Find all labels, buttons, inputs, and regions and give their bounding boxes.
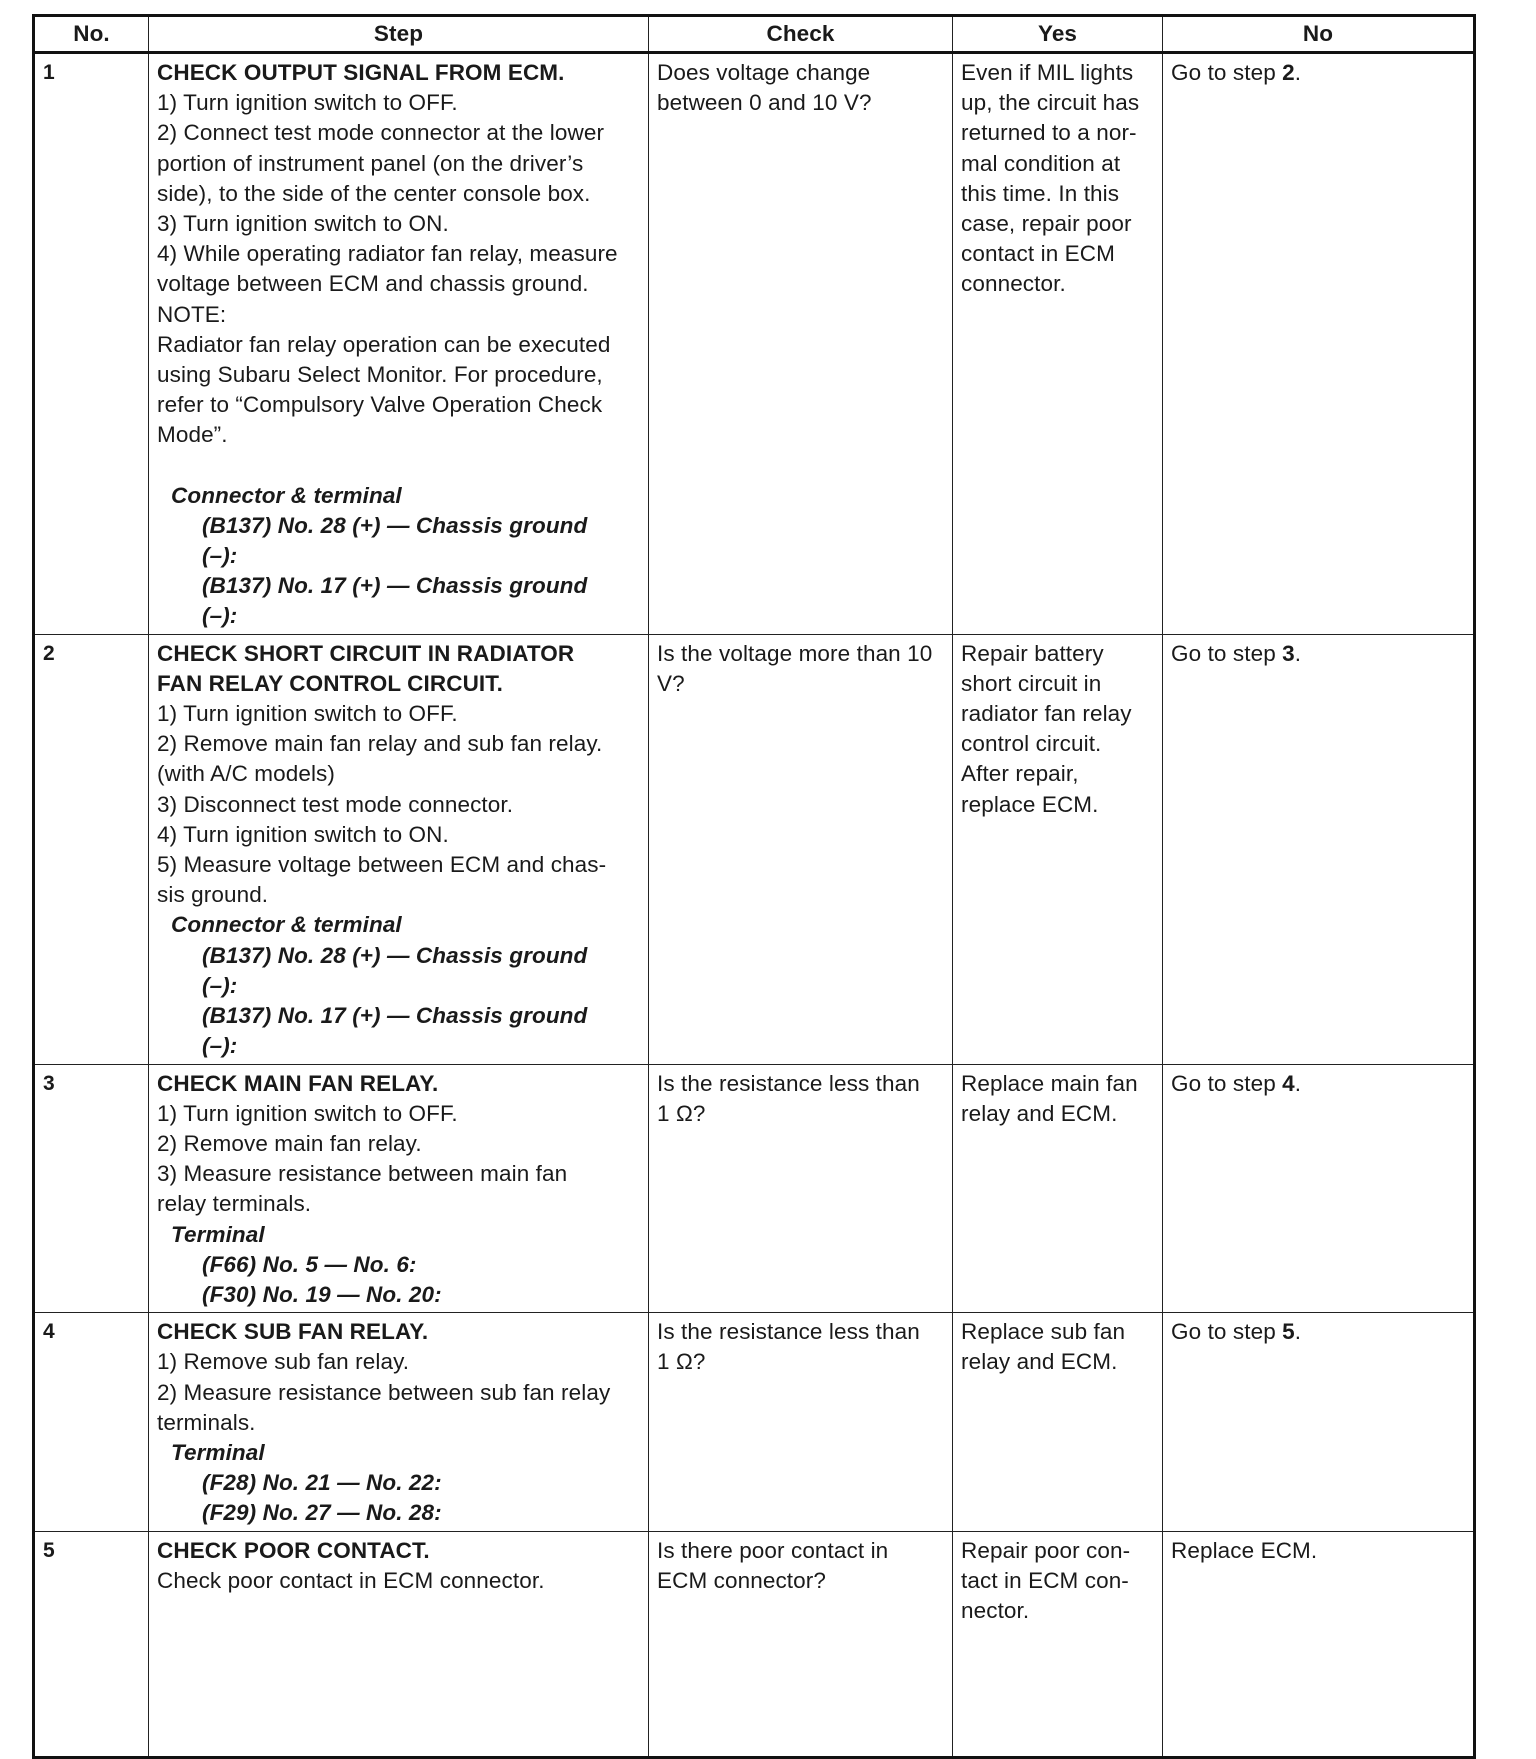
header-no-result: No [1163, 16, 1475, 53]
table-row [34, 634, 1475, 1064]
step-title: CHECK SHORT CIRCUIT IN RADIATOR [157, 640, 575, 666]
step-cell [149, 634, 649, 1064]
spacer [157, 451, 640, 481]
spec-item: (–): [202, 603, 238, 629]
spec-label: Terminal [171, 1439, 265, 1465]
header-check: Check [649, 16, 953, 53]
step-line: 4) Turn ignition switch to ON. [157, 821, 449, 847]
spec-item: (F66) No. 5 — No. 6: [202, 1251, 417, 1277]
yes-line: nector. [961, 1597, 1030, 1623]
step-line: 1) Remove sub fan relay. [157, 1349, 410, 1375]
step-line: sis ground. [157, 882, 269, 908]
spec-item: (F30) No. 19 — No. 20: [202, 1281, 442, 1307]
no-suffix: . [1294, 640, 1302, 666]
yes-cell [953, 1313, 1163, 1531]
yes-line: control circuit. [961, 731, 1102, 757]
step-title: CHECK OUTPUT SIGNAL FROM ECM. [157, 60, 565, 85]
step-title: CHECK MAIN FAN RELAY. [157, 1070, 439, 1096]
step-line: 1) Turn ignition switch to OFF. [157, 701, 458, 727]
row-number: 1 [34, 53, 149, 635]
step-line: portion of instrument panel (on the driver’s [157, 150, 584, 176]
no-suffix: . [1294, 60, 1302, 85]
yes-line: case, repair poor [961, 211, 1132, 237]
check-line: Is the resistance less than [657, 1070, 920, 1096]
yes-line: Repair poor con- [961, 1537, 1131, 1563]
no-prefix: Go to step [1171, 60, 1283, 85]
step-line: 3) Turn ignition switch to ON. [157, 211, 449, 237]
check-line: Is the resistance less than [657, 1319, 920, 1345]
check-line: Is there poor contact in [657, 1537, 889, 1563]
step-line: relay terminals. [157, 1191, 312, 1217]
no-prefix: Go to step [1171, 640, 1283, 666]
row-number: 5 [34, 1531, 149, 1757]
spec-item: (B137) No. 17 (+) — Chassis ground [202, 1003, 588, 1029]
next-step-number: 5 [1282, 1319, 1295, 1345]
spec-label: Connector & terminal [171, 912, 402, 938]
no-cell [1163, 634, 1475, 1064]
header-step: Step [149, 16, 649, 53]
step-cell [149, 53, 649, 635]
check-cell [649, 634, 953, 1064]
step-line: 2) Remove main fan relay and sub fan relay. [157, 731, 603, 757]
yes-line: tact in ECM con- [961, 1567, 1129, 1593]
header-row [34, 16, 1475, 53]
yes-cell [953, 1531, 1163, 1757]
no-cell [1163, 1531, 1475, 1757]
no-cell [1163, 1313, 1475, 1531]
step-title: CHECK POOR CONTACT. [157, 1537, 430, 1563]
note-line: refer to “Compulsory Valve Operation Check [157, 392, 603, 418]
step-line: 2) Measure resistance between sub fan relay [157, 1379, 611, 1405]
spec-item: (–): [202, 1033, 238, 1059]
yes-line: connector. [961, 271, 1066, 297]
check-cell [649, 53, 953, 635]
spec-label: Terminal [171, 1221, 265, 1247]
header-no: No. [34, 16, 149, 53]
no-prefix: Go to step [1171, 1319, 1283, 1345]
yes-line: this time. In this [961, 180, 1120, 206]
spec-item: (–): [202, 543, 238, 569]
spec-item: (F29) No. 27 — No. 28: [202, 1500, 442, 1526]
no-text: Replace ECM. [1171, 1537, 1318, 1563]
yes-line: short circuit in [961, 670, 1102, 696]
row-number: 4 [34, 1313, 149, 1531]
yes-line: Replace main fan [961, 1070, 1138, 1096]
next-step-number: 2 [1282, 60, 1295, 85]
step-line: terminals. [157, 1409, 256, 1435]
next-step-number: 3 [1282, 640, 1295, 666]
table-row [34, 53, 1475, 635]
yes-line: Replace sub fan [961, 1319, 1126, 1345]
spec-item: (B137) No. 28 (+) — Chassis ground [202, 942, 588, 968]
step-title: FAN RELAY CONTROL CIRCUIT. [157, 670, 503, 696]
check-cell [649, 1064, 953, 1313]
yes-line: Even if MIL lights [961, 60, 1134, 85]
step-line: 3) Measure resistance between main fan [157, 1161, 568, 1187]
no-suffix: . [1294, 1070, 1302, 1096]
spec-item: (B137) No. 28 (+) — Chassis ground [202, 512, 588, 538]
yes-cell [953, 53, 1163, 635]
check-line: 1 Ω? [657, 1349, 706, 1375]
spec-item: (–): [202, 972, 238, 998]
yes-line: relay and ECM. [961, 1100, 1118, 1126]
header-yes: Yes [953, 16, 1163, 53]
table-row [34, 1531, 1475, 1757]
step-line: 2) Remove main fan relay. [157, 1130, 422, 1156]
yes-line: radiator fan relay [961, 701, 1132, 727]
yes-line: replace ECM. [961, 791, 1099, 817]
step-cell [149, 1531, 649, 1757]
step-line: Check poor contact in ECM connector. [157, 1567, 545, 1593]
step-line: side), to the side of the center console box. [157, 180, 591, 206]
step-title: CHECK SUB FAN RELAY. [157, 1319, 429, 1345]
check-line: 1 Ω? [657, 1100, 706, 1126]
yes-line: mal condition at [961, 150, 1121, 176]
spec-label: Connector & terminal [171, 482, 402, 508]
diagnostic-table [32, 14, 1476, 1759]
yes-line: returned to a nor- [961, 120, 1137, 146]
step-line: 3) Disconnect test mode connector. [157, 791, 514, 817]
no-prefix: Go to step [1171, 1070, 1283, 1096]
yes-line: relay and ECM. [961, 1349, 1118, 1375]
check-line: Is the voltage more than 10 [657, 640, 933, 666]
spec-item: (B137) No. 17 (+) — Chassis ground [202, 573, 588, 599]
check-line: Does voltage change [657, 60, 871, 85]
next-step-number: 4 [1282, 1070, 1295, 1096]
spec-item: (F28) No. 21 — No. 22: [202, 1470, 442, 1496]
step-cell [149, 1313, 649, 1531]
step-line: 1) Turn ignition switch to OFF. [157, 90, 458, 116]
note-line: using Subaru Select Monitor. For procedure, [157, 362, 603, 388]
step-line: 2) Connect test mode connector at the lower [157, 120, 605, 146]
table-row [34, 1313, 1475, 1531]
no-cell [1163, 1064, 1475, 1313]
note-line: Mode”. [157, 422, 228, 448]
check-line: between 0 and 10 V? [657, 90, 872, 116]
step-line: 1) Turn ignition switch to OFF. [157, 1100, 458, 1126]
note-line: Radiator fan relay operation can be executed [157, 331, 611, 357]
row-number: 3 [34, 1064, 149, 1313]
check-line: V? [657, 670, 685, 696]
yes-line: Repair battery [961, 640, 1104, 666]
step-cell [149, 1064, 649, 1313]
yes-cell [953, 1064, 1163, 1313]
yes-line: up, the circuit has [961, 90, 1140, 116]
note-label: NOTE: [157, 301, 227, 327]
table-row [34, 1064, 1475, 1313]
yes-line: After repair, [961, 761, 1079, 787]
check-cell [649, 1531, 953, 1757]
no-suffix: . [1294, 1319, 1302, 1345]
check-cell [649, 1313, 953, 1531]
row-number: 2 [34, 634, 149, 1064]
step-line: 5) Measure voltage between ECM and chas- [157, 852, 607, 878]
step-line: voltage between ECM and chassis ground. [157, 271, 589, 297]
no-cell [1163, 53, 1475, 635]
yes-line: contact in ECM [961, 241, 1115, 267]
yes-cell [953, 634, 1163, 1064]
step-line: (with A/C models) [157, 761, 335, 787]
check-line: ECM connector? [657, 1567, 826, 1593]
step-line: 4) While operating radiator fan relay, measure [157, 241, 618, 267]
